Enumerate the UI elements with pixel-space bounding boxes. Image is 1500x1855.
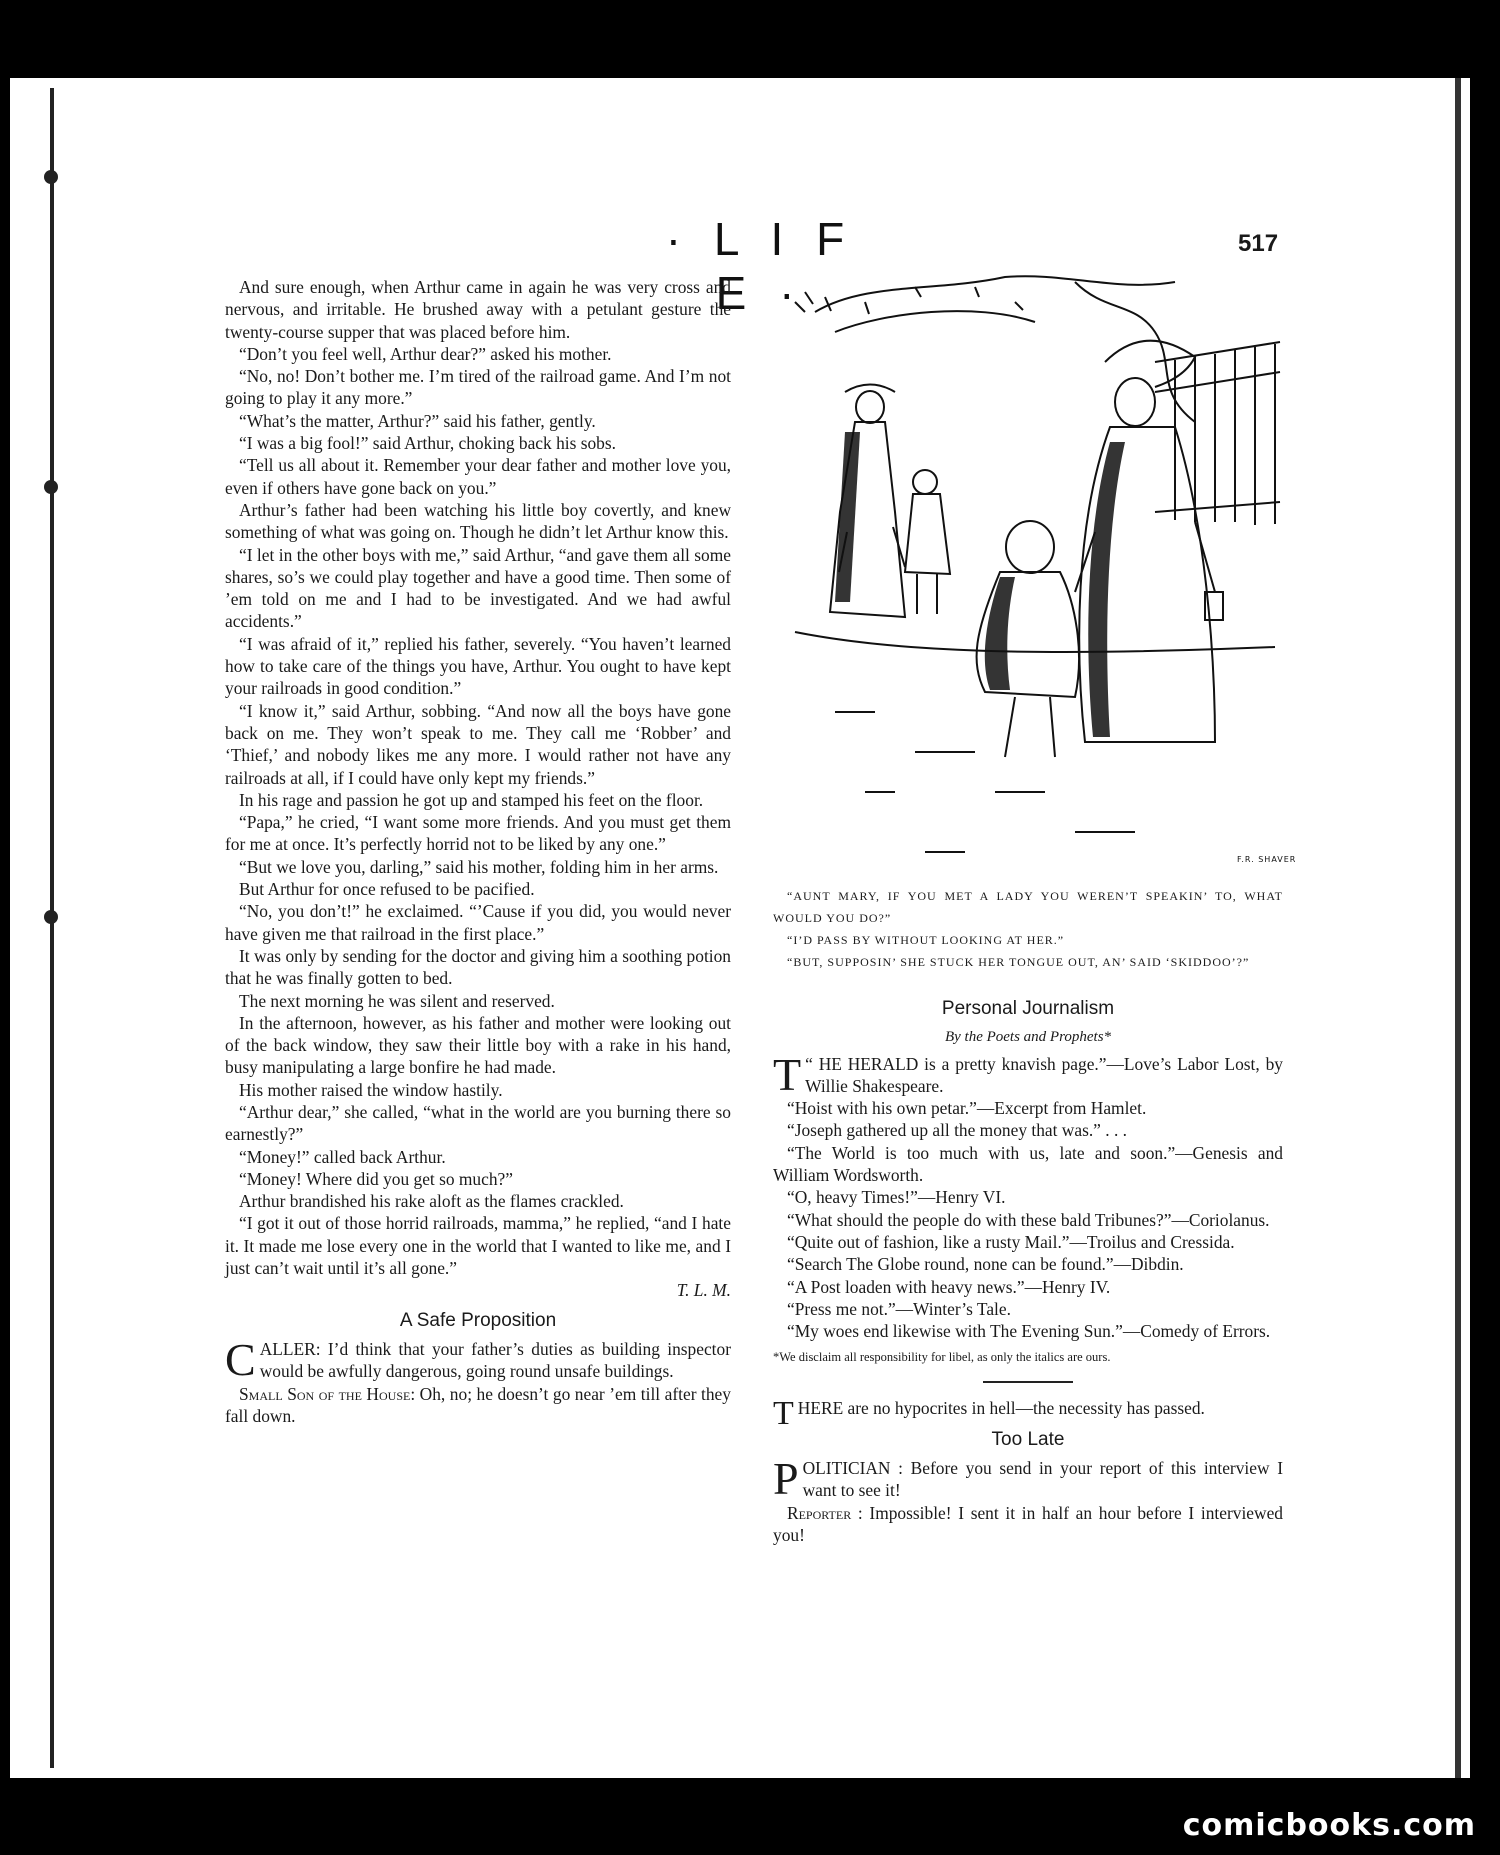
speaker-label: Small Son of the House: [239, 1383, 416, 1404]
story-paragraph: “No, you don’t!” he exclaimed. “’Cause if you did, you would never have given me that railroad in the first place.” [225, 901, 731, 944]
story-paragraph: Arthur brandished his rake aloft as the flames crackled. [239, 1191, 624, 1212]
artist-signature: F.R. SHAVER [1237, 855, 1297, 864]
story-paragraph: Arthur’s father had been watching his little boy covertly, and knew something of what was going on. Though he didn’t let Arthur know this. [225, 499, 731, 543]
caption-line: “AUNT MARY, IF YOU MET A LADY YOU WEREN’T SPEAKIN’ TO, WHAT WOULD YOU DO?” [773, 889, 1283, 925]
story-paragraph: And sure enough, when Arthur came in again he was very cross and nervous, and irritable. He brushed away with a petulant gesture the twenty-course supper that was placed before him. [225, 277, 731, 342]
journalism-quotes [773, 1048, 1283, 1343]
article-title-safe-proposition: A Safe Proposition [399, 1309, 557, 1331]
journalism-quote: “Press me not.”—Winter’s Tale. [787, 1298, 1011, 1319]
story-column [225, 276, 731, 1427]
story-paragraph: In his rage and passion he got up and stamped his feet on the floor. [239, 789, 704, 810]
drop-cap: T [773, 1048, 802, 1100]
story-paragraph: “But we love you, darling,” said his mother, folding him in her arms. [239, 856, 719, 877]
site-watermark: comicbooks.com [1182, 1808, 1476, 1843]
quote-text: HE HERALD is a pretty knavish page.”—Love’s Labor Lost, by Willie Shakespeare. [805, 1053, 1283, 1096]
journalism-footnote: *We disclaim all responsibility for libel, as only the italics are ours. [773, 1350, 1111, 1365]
politician-text: OLITICIAN : Before you send in your report of this interview I want to see it! [802, 1458, 1283, 1501]
story-paragraph: “Papa,” he cried, “I want some more friends. And you must get them for me at once. It’s perfectly horrid not to be liked by any one.” [225, 812, 731, 855]
too-late-reporter [773, 1502, 1283, 1547]
binding-staple-mark [44, 910, 58, 924]
story-paragraph: “I was afraid of it,” replied his father, severely. “You haven’t learned how to take care of the things you have, Arthur. You ought to have kept your railroads in good condition.” [225, 633, 731, 699]
story-paragraph: But Arthur for once refused to be pacified. [239, 879, 535, 900]
journalism-quote: “A Post loaden with heavy news.”—Henry IV. [787, 1276, 1111, 1297]
story-paragraph: “No, no! Don’t bother me. I’m tired of the railroad game. And I’m not going to play it any more.” [225, 366, 731, 409]
safe-proposition-caller [225, 1333, 731, 1385]
masthead-title: · L I F E · [665, 213, 855, 319]
story-paragraph: His mother raised the window hastily. [239, 1079, 503, 1100]
story-paragraph: “I got it out of those horrid railroads, mamma,” he replied, “and I hate it. It made me lose every one in the world that I wanted to like me, and I just can’t wait until it’s all gone.” [225, 1213, 731, 1279]
reply-text: Oh, no; he doesn’t go near ’em till after they fall down. [225, 1383, 731, 1426]
open-quote: “ [805, 1053, 819, 1074]
journalism-quote: “Joseph gathered up all the money that was.” . . . [787, 1120, 1127, 1141]
page-right-edge [1455, 78, 1461, 1778]
binding-staple-mark [44, 170, 58, 184]
hypocrites-joke [773, 1394, 1283, 1432]
page-binding-edge [50, 88, 54, 1768]
story-paragraph: In the afternoon, however, as his father and mother were looking out of the back window, they saw their little boy with a rake in his hand, busy manipulating a large bonfire he had made. [225, 1012, 731, 1078]
right-text-column [773, 990, 1283, 1546]
section-divider [983, 1381, 1073, 1383]
drop-cap: T [773, 1394, 794, 1432]
page-number: 517 [1238, 230, 1279, 257]
story-paragraph: “Money!” called back Arthur. [239, 1146, 446, 1167]
story-paragraph: “Arthur dear,” she called, “what in the world are you burning there so earnestly?” [225, 1101, 731, 1145]
drop-cap: C [225, 1333, 256, 1385]
binding-staple-mark [44, 480, 58, 494]
drop-cap: P [773, 1453, 799, 1505]
cartoon-caption [773, 885, 1283, 973]
article-byline: By the Poets and Prophets* [944, 1029, 1112, 1046]
safe-proposition-reply [225, 1383, 731, 1428]
safe-proposition-text: ALLER: I’d think that your father’s duties as building inspector would be awfully dangerous, going round unsafe buildings. [259, 1338, 731, 1382]
story-paragraph: “Don’t you feel well, Arthur dear?” asked his mother. [239, 343, 612, 364]
story-paragraph: “I know it,” said Arthur, sobbing. “And now all the boys have gone back on me. They won’t speak to me. They call me ‘Robber’ and ‘Thief,’ and nobody likes me any more. I would rather not have any railroads at all, if I could have only kept my friends.” [225, 700, 731, 788]
story-paragraph: The next morning he was silent and reserved. [239, 990, 555, 1011]
story-paragraph: It was only by sending for the doctor and giving him a soothing potion that he was finally gotten to bed. [225, 945, 731, 989]
caption-line: “BUT, SUPPOSIN’ SHE STUCK HER TONGUE OUT, AN’ SAID ‘SKIDDOO’?” [787, 955, 1250, 969]
too-late-politician [773, 1453, 1283, 1505]
reporter-text: Impossible! I sent it in half an hour before I interviewed you! [773, 1502, 1283, 1545]
journalism-quote: “Hoist with his own petar.”—Excerpt from Hamlet. [787, 1098, 1147, 1119]
journalism-quote: “My woes end likewise with The Evening Sun.”—Comedy of Errors. [787, 1321, 1271, 1342]
story-paragraph: “Tell us all about it. Remember your dear father and mother love you, even if others have gone back on you.” [225, 455, 731, 498]
journalism-quote: “The World is too much with us, late and soon.”—Genesis and William Wordsworth. [773, 1142, 1283, 1186]
story-paragraph: “I was a big fool!” said Arthur, choking back his sobs. [239, 433, 616, 454]
journalism-quote: “O, heavy Times!”—Henry VI. [787, 1187, 1006, 1208]
story-signature: T. L. M. [676, 1280, 731, 1301]
joke-text: HERE are no hypocrites in hell—the necessity has passed. [797, 1397, 1205, 1418]
story-paragraph: “I let in the other boys with me,” said Arthur, “and gave them all some shares, so’s we could play together and have a good time. Then some of ’em told on me and I had to be investigated. And we had awful accidents.” [225, 544, 731, 632]
story-paragraphs [225, 276, 731, 1279]
journalism-quote: “Search The Globe round, none can be found.”—Dibdin. [787, 1254, 1184, 1275]
journalism-quote [773, 1048, 1283, 1100]
journalism-quote: “What should the people do with these bald Tribunes?”—Coriolanus. [787, 1209, 1270, 1230]
caption-line: “I’D PASS BY WITHOUT LOOKING AT HER.” [787, 933, 1065, 947]
story-paragraph: “Money! Where did you get so much?” [239, 1168, 513, 1189]
speaker-label: Reporter : [787, 1502, 863, 1523]
story-paragraph: “What’s the matter, Arthur?” said his father, gently. [239, 410, 596, 431]
cartoon-illustration [775, 272, 1297, 877]
article-title-too-late: Too Late [991, 1428, 1065, 1450]
journalism-quote: “Quite out of fashion, like a rusty Mail.”—Troilus and Cressida. [787, 1231, 1235, 1252]
article-title-personal-journalism: Personal Journalism [941, 998, 1115, 1019]
